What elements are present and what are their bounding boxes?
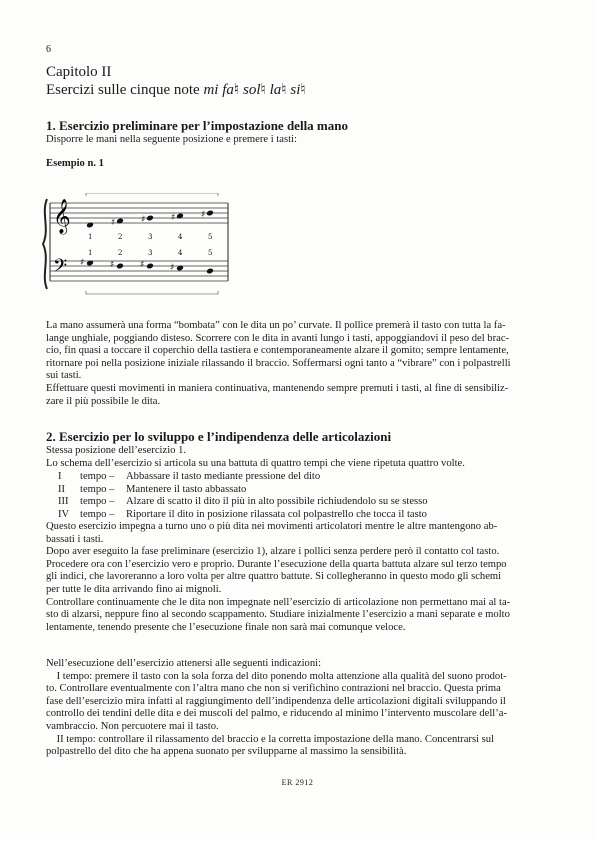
tempo-word: tempo –: [80, 496, 115, 508]
tempo-row: [46, 471, 428, 484]
svg-text:♯: ♯: [110, 260, 115, 270]
tempi-list: [46, 471, 428, 521]
tempo-row: [46, 484, 428, 497]
text-line: lentamente, tenendo presente che l’esecuzione finale non sarà mai comunque veloce.: [46, 621, 406, 633]
text-line: to. Controllare eventualmente con l’altra mano che non si verifichino contrazioni nel braccio. Questa prima: [46, 683, 501, 695]
text-line: Stessa posizione dell’esercizio 1.: [46, 445, 187, 456]
chapter-subtitle: [46, 81, 306, 99]
text-line: sui tasti.: [46, 370, 82, 382]
section1-paragraph: [46, 320, 556, 408]
text-line: II tempo: controllare il rilassamento del braccio e la corretta impostazione della mano. Concentrarsi sul: [46, 733, 495, 745]
subtitle-notes: mi fa♮ sol♮ la♮ si♮: [203, 82, 306, 98]
section2-heading: 2. Esercizio per lo sviluppo e l’indipendenza delle articolazioni: [46, 429, 392, 444]
svg-text:♯: ♯: [201, 210, 206, 220]
section1-heading: 1. Esercizio preliminare per l’impostazione della mano: [46, 118, 348, 133]
text-line: Lo schema dell’esercizio si articola su una battuta di quattro tempi che viene ripetuta quattro volte.: [46, 457, 465, 469]
fingering-upper: [88, 233, 212, 241]
text-line: Controllare continuamente che le dita non impegnate nell’esercizio di articolazione non permettano mai al ta-: [46, 596, 511, 608]
svg-text:1: 1: [88, 233, 93, 241]
svg-text:2: 2: [118, 249, 123, 257]
text-line: gli indici, che lavoreranno a loro volta per altre quattro battute. Si collegheranno in questo modo gli schemi: [46, 571, 502, 583]
text-line: ritornare poi nella posizione iniziale rilassando il braccio. Soffermarsi ogni tanto a “vibrare” con i polpastrelli: [46, 357, 511, 369]
fingering-lower: [88, 249, 212, 257]
tempo-row: [46, 496, 428, 509]
tempo-word: tempo –: [80, 508, 115, 520]
section1-intro: Disporre le mani nella seguente posizione e premere i tasti:: [46, 134, 297, 145]
svg-text:4: 4: [178, 249, 183, 257]
note-si: [206, 210, 214, 217]
svg-text:3: 3: [148, 249, 153, 257]
bass-staff: [50, 261, 228, 281]
music-example-staff: [38, 193, 238, 295]
treble-notes: [86, 210, 238, 229]
svg-text:♯: ♯: [171, 213, 176, 223]
chapter-title: Capitolo II: [46, 64, 112, 80]
tempo-desc: Alzare di scatto il dito il più in alto possibile richiudendolo su se stesso: [126, 496, 428, 508]
text-line: zare il più possibile le dita.: [46, 395, 161, 407]
note-mi: [86, 222, 94, 229]
svg-text:2: 2: [118, 233, 123, 241]
bass-clef: 𝄢: [53, 256, 68, 281]
tempo-row: [46, 509, 428, 522]
tempo-word: tempo –: [80, 483, 115, 495]
text-line: La mano assumerà una forma “bombata” con le dita un po’ curvate. Il pollice premerà il tasto con tutta la fa-: [46, 320, 506, 331]
brace: [43, 199, 47, 289]
tempo-number: I: [58, 471, 62, 482]
text-line: controllo dei tendini delle dita e dei muscoli del palmo, e riducendo al minimo l’intervento muscolare dell’a-: [46, 708, 507, 720]
svg-text:5: 5: [208, 233, 213, 241]
svg-text:♯: ♯: [80, 258, 85, 268]
catalog-number: ER 2912: [281, 778, 314, 787]
text-line: Nell’esecuzione dell’esercizio attenersi alle seguenti indicazioni:: [46, 658, 322, 669]
tempo-number: III: [58, 496, 69, 508]
section2-intro: [46, 445, 556, 470]
svg-text:♯: ♯: [170, 263, 175, 273]
text-line: per tutte le dita arrivando fino ai mignoli.: [46, 583, 222, 595]
text-line: I tempo: premere il tasto con la sola forza del dito ponendo molta attenzione alla qualità del suono prodot-: [46, 670, 507, 682]
note-sol: [146, 215, 154, 222]
subtitle-text: Esercizi sulle cinque note: [46, 82, 200, 98]
text-line: Effettuare questi movimenti in maniera continuativa, mantenendo sempre premuti i tasti, al fine di sensibiliz-: [46, 382, 509, 394]
tempo-desc: Mantenere il tasto abbassato: [126, 483, 247, 495]
text-line: vambraccio. Non percuotere mai il tasto.: [46, 720, 219, 732]
text-line: Dopo aver eseguito la fase preliminare (esercizio 1), alzare i pollici senza perdere però il contatto col tasto.: [46, 546, 500, 558]
svg-text:♯: ♯: [140, 260, 145, 270]
tempo-desc: Abbassare il tasto mediante pressione del dito: [126, 471, 321, 482]
svg-text:5: 5: [208, 249, 213, 257]
tempo-word: tempo –: [80, 471, 115, 482]
note-fa: [116, 218, 124, 225]
tempo-number: IV: [58, 508, 70, 520]
section2-indications: [46, 658, 556, 759]
example-label: Esempio n. 1: [46, 158, 104, 169]
text-line: bassati i tasti.: [46, 533, 104, 545]
svg-text:4: 4: [178, 233, 183, 241]
tempo-number: II: [58, 483, 66, 495]
treble-clef: 𝄞: [53, 199, 71, 234]
text-line: lange unghiale, poggiando disteso. Scorrere con le dita in avanti lungo i tasti, appoggiandovi il peso del brac-: [46, 332, 510, 344]
page-number: 6: [46, 44, 51, 55]
text-line: cio, fin quasi a toccare il coperchio della tastiera e contemporaneamente alzare il gomito; sempre lentamente,: [46, 345, 509, 357]
text-line: fase dell’esercizio mira infatti al raggiungimento dell’indipendenza delle articolazioni digitali sviluppando il: [46, 695, 506, 707]
tempo-desc: Riportare il dito in posizione rilassata col polpastrello che tocca il tasto: [126, 508, 427, 520]
svg-text:♯: ♯: [141, 215, 146, 225]
text-line: sto di alzarsi, neppure fino al secondo scappamento. Studiare inizialmente l’esercizio a mani separate e molto: [46, 609, 510, 621]
svg-text:♯: ♯: [111, 218, 116, 228]
text-line: Procedere ora con l’esercizio vero e proprio. Durante l’esecuzione della quarta battuta alzare sul terzo tempo: [46, 558, 507, 570]
note-la: [176, 213, 184, 220]
section2-body: [46, 521, 556, 634]
svg-text:3: 3: [148, 233, 153, 241]
svg-text:1: 1: [88, 249, 93, 257]
text-line: Questo esercizio impegna a turno uno o più dita nei movimenti articolatori mentre le altre mantengono ab-: [46, 521, 498, 532]
text-line: polpastrello del dito che ha appena suonato per svilupparne al massimo la sensibilità.: [46, 746, 407, 758]
